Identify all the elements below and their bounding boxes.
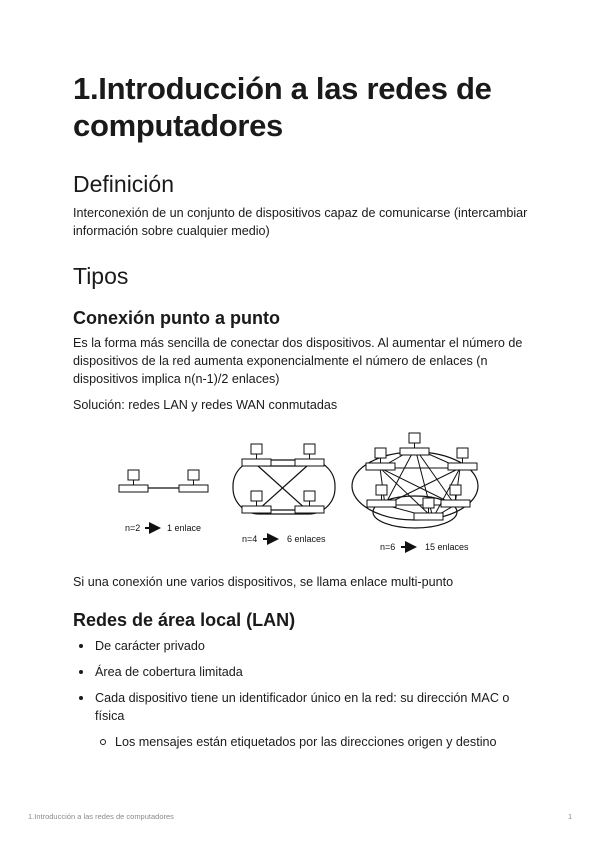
punto-a-punto-text: Es la forma más sencilla de conectar dos dispositivos. Al aumentar el número de dispositivos de la red aumenta exponencialmente el número de enlaces (n dispositivos implica n(n-1)/2 enlaces)	[73, 336, 523, 386]
n6-label: n=6	[380, 542, 396, 552]
n4-result: 6 enlaces	[287, 534, 326, 544]
list-item: De carácter privado	[73, 637, 533, 655]
list-item: Cada dispositivo tiene un identificador único en la red: su dirección MAC o física	[73, 689, 533, 725]
list-item: Los mensajes están etiquetados por las direcciones origen y destino	[95, 733, 535, 751]
lan-bullet-list	[73, 637, 533, 733]
solucion-text: Solución: redes LAN y redes WAN conmutadas	[73, 398, 338, 412]
footer-title: 1.Introducción a las redes de computadores	[28, 812, 174, 821]
multipunto-text: Si una conexión une varios dispositivos, se llama enlace multi-punto	[73, 575, 454, 589]
n2-result: 1 enlace	[167, 523, 202, 533]
diagram-n4	[233, 444, 335, 544]
page-title: 1.Introducción a las redes de computadores	[73, 71, 492, 143]
diagram-n2	[119, 470, 208, 533]
diagram-n6	[352, 433, 478, 552]
section-heading-definicion: Definición	[73, 171, 174, 197]
subsection-heading-punto-a-punto: Conexión punto a punto	[73, 308, 280, 328]
n6-result: 15 enlaces	[425, 542, 469, 552]
n4-label: n=4	[242, 534, 258, 544]
list-item: Área de cobertura limitada	[73, 663, 533, 681]
section-heading-tipos: Tipos	[73, 263, 129, 289]
n2-label: n=2	[125, 523, 141, 533]
definicion-text: Interconexión de un conjunto de dispositivos capaz de comunicarse (intercambiar información sobre cualquier medio)	[73, 206, 528, 238]
subsection-heading-lan: Redes de área local (LAN)	[73, 610, 296, 630]
network-connections-figure	[105, 430, 485, 558]
lan-sub-list	[95, 733, 535, 751]
footer-page-number: 1	[568, 812, 573, 821]
